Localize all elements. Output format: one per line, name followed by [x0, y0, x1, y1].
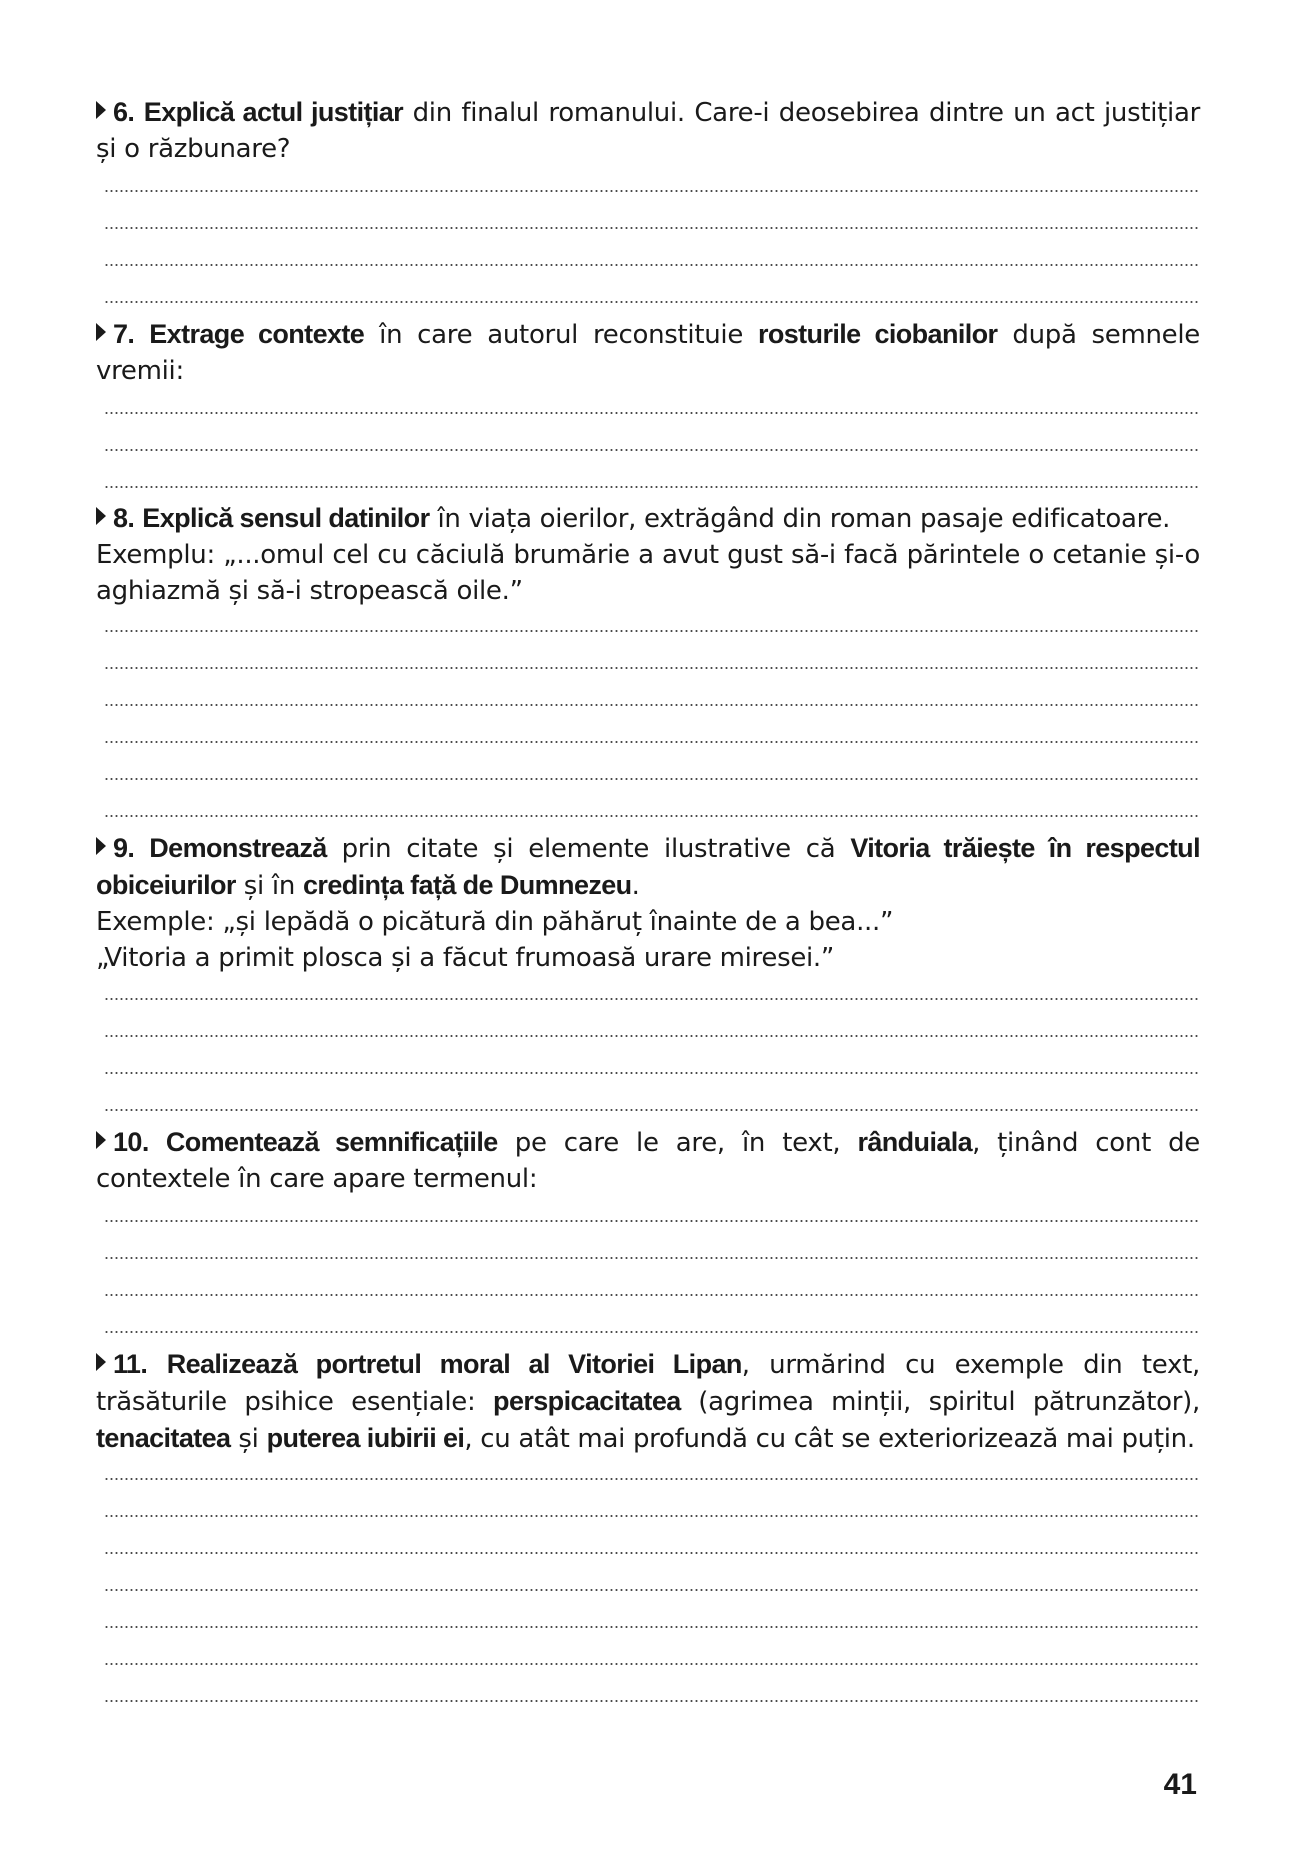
question-number: 10.	[113, 1127, 149, 1157]
question-6	[96, 94, 1200, 167]
question-8	[96, 500, 1200, 609]
question-7	[96, 316, 1200, 389]
question-keyword: perspicacitatea	[493, 1386, 681, 1416]
question-text: , ținând cont de contextele în care apare termenul:	[96, 1128, 1200, 1194]
question-lead: Extrage contexte	[149, 319, 365, 349]
question-number: 9.	[113, 833, 135, 863]
question-keyword: Vitoria trăiește în respectul obiceiurilor	[96, 833, 1200, 900]
question-11	[96, 1346, 1200, 1457]
question-lead: Explică sensul datinilor	[142, 503, 430, 533]
question-text: în viața oierilor, extrăgând din roman pasaje edificatoare.	[429, 504, 1171, 534]
question-example: Exemple: „și lepădă o picătură din păhăruț înainte de a bea...”	[96, 907, 894, 937]
bullet-triangle-icon	[96, 1353, 106, 1371]
bullet-triangle-icon	[96, 507, 106, 525]
question-text-part: .	[631, 871, 640, 901]
question-9	[96, 830, 1200, 976]
question-example: Exemplu: „...omul cel cu căciulă brumărie a avut gust să-i facă părintele o cetanie și-o aghiazmă și să-i stropească oile.”	[96, 540, 1200, 606]
question-keyword: rânduiala	[857, 1127, 973, 1157]
question-number: 8.	[113, 503, 135, 533]
bullet-triangle-icon	[96, 1131, 106, 1149]
question-text: , cu atât mai profundă cu cât se exteriorizează mai puțin.	[464, 1424, 1195, 1454]
question-keyword: puterea iubirii ei	[266, 1423, 465, 1453]
question-text-part: (agrimea minții, spiritul pătrunzător),	[680, 1387, 1200, 1417]
bullet-triangle-icon	[96, 837, 106, 855]
page-number: 41	[1163, 1768, 1197, 1801]
question-keyword: rosturile ciobanilor	[757, 319, 998, 349]
answer-lines-11[interactable]	[104, 1478, 1200, 1737]
question-lead: Comentează semnificațiile	[165, 1127, 498, 1157]
question-text-part: , urmărind cu exemple din text, trăsăturile psihice esențiale:	[96, 1350, 1200, 1417]
question-number: 11.	[113, 1349, 148, 1379]
question-text-part: și	[230, 1424, 267, 1454]
question-text: după semnele vremii:	[96, 320, 1201, 386]
question-text-part: prin citate și elemente ilustrative că	[326, 834, 851, 864]
bullet-triangle-icon	[96, 101, 106, 119]
question-keyword: tenacitatea	[96, 1423, 231, 1453]
bullet-triangle-icon	[96, 323, 106, 341]
question-lead: Explică actul justițiar	[143, 97, 404, 127]
question-text: din finalul romanului. Care-i deosebirea dintre un act justițiar și o răzbunare?	[96, 98, 1200, 164]
answer-lines-8[interactable]	[104, 630, 1200, 852]
question-text-part: și în	[235, 871, 303, 901]
question-lead: Demonstrează	[149, 833, 327, 863]
question-lead: Realizează portretul moral al Vitoriei Lipan	[166, 1349, 742, 1379]
question-text-part: pe care le are, în text,	[497, 1128, 858, 1158]
question-number: 6.	[113, 97, 135, 127]
question-10	[96, 1124, 1200, 1197]
question-example: „Vitoria a primit plosca și a făcut frumoasă urare miresei.”	[96, 943, 835, 973]
question-number: 7.	[113, 319, 135, 349]
question-text-part: în care autorul reconstituie	[364, 320, 758, 350]
question-keyword: credința față de Dumnezeu	[303, 870, 632, 900]
